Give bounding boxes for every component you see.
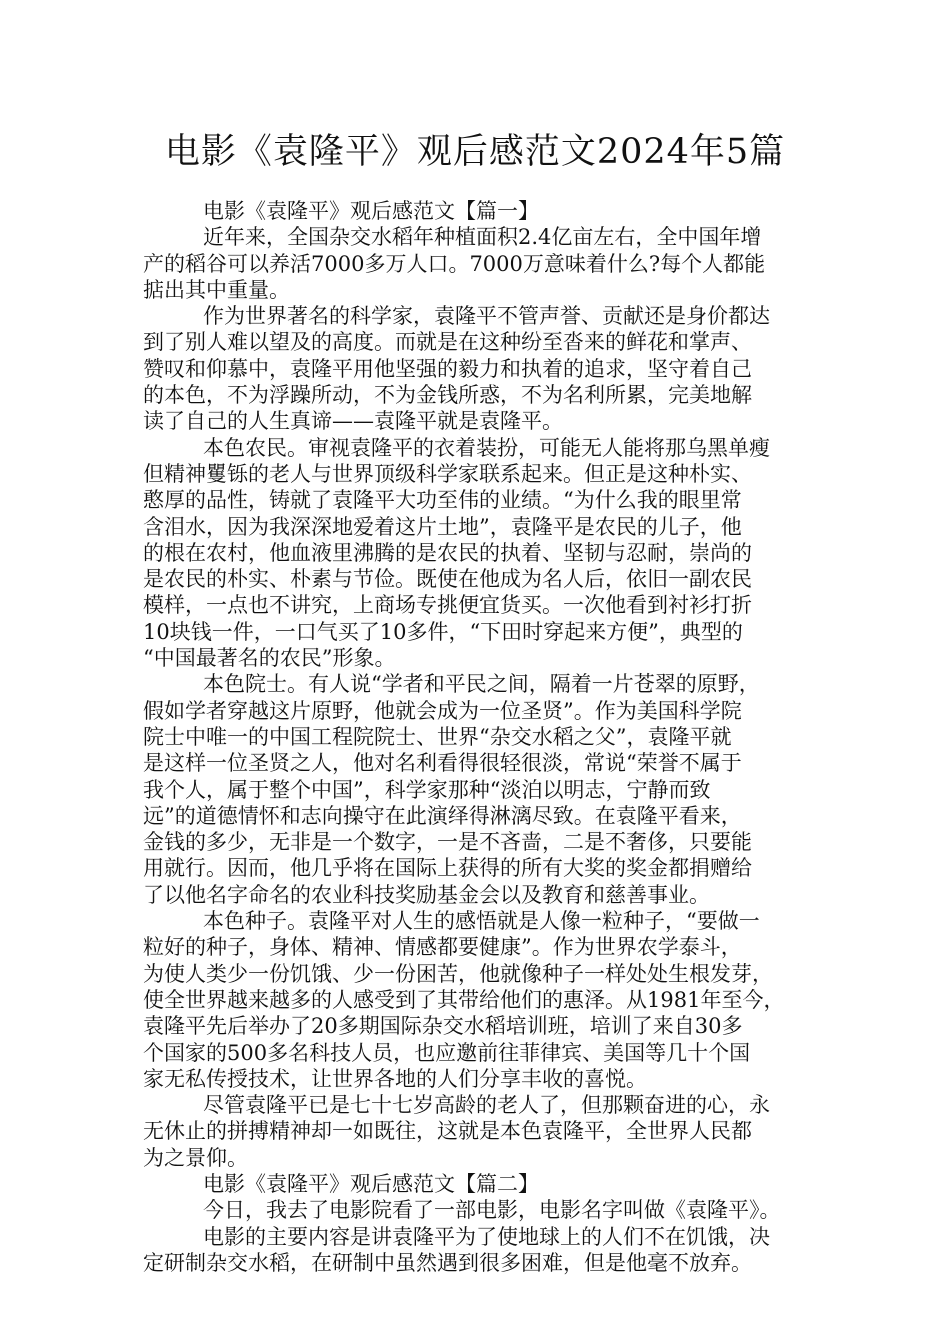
paragraph-line: 无休止的拼搏精神却一如既往，这就是本色袁隆平，全世界人民都 [143, 1119, 752, 1144]
paragraph-line: 金钱的多少，无非是一个数字，一是不吝啬，二是不奢侈，只要能 [143, 830, 752, 855]
section-heading-2: 电影《袁隆平》观后感范文【篇二】 [203, 1171, 539, 1196]
paragraph-line: 读了自己的人生真谛——袁隆平就是袁隆平。 [143, 409, 563, 434]
paragraph-line: 憨厚的品性，铸就了袁隆平大功至伟的业绩。“为什么我的眼里常 [143, 488, 742, 513]
paragraph-line: 作为世界著名的科学家，袁隆平不管声誉、贡献还是身价都达 [203, 304, 770, 329]
paragraph-line: 使全世界越来越多的人感受到了其带给他们的惠泽。从1981年至今， [143, 987, 785, 1012]
paragraph-line: 模样，一点也不讲究，上商场专挑便宜货买。一次他看到衬衫打折 [143, 593, 752, 618]
document-body [143, 198, 811, 1276]
paragraph-line: 10块钱一件，一口气买了10多件，“下田时穿起来方便”，典型的 [143, 619, 743, 644]
paragraph-line: 院士中唯一的中国工程院院士、世界“杂交水稻之父”，袁隆平就 [143, 724, 732, 749]
paragraph-line: “中国最著名的农民”形象。 [143, 646, 396, 671]
document-title: 电影《袁隆平》观后感范文2024年5篇 [164, 132, 786, 172]
paragraph-line: 含泪水，因为我深深地爱着这片土地”，袁隆平是农民的儿子，他 [143, 514, 742, 539]
paragraph-line: 今日，我去了电影院看了一部电影，电影名字叫做《袁隆平》。 [203, 1198, 781, 1223]
paragraph-line: 了以他名字命名的农业科技奖励基金会以及教育和慈善事业。 [143, 882, 710, 907]
paragraph-line: 定研制杂交水稻，在研制中虽然遇到很多困难，但是他毫不放弃。 [143, 1250, 752, 1275]
paragraph-line: 为之景仰。 [143, 1145, 248, 1170]
paragraph-line: 赞叹和仰慕中，袁隆平用他坚强的毅力和执着的追求，坚守着自己 [143, 356, 752, 381]
paragraph-line: 的根在农村，他血液里沸腾的是农民的执着、坚韧与忍耐，崇尚的 [143, 540, 752, 565]
paragraph-line: 为使人类少一份饥饿、少一份困苦，他就像种子一样处处生根发芽， [143, 961, 773, 986]
paragraph-line: 用就行。因而，他几乎将在国际上获得的所有大奖的奖金都捐赠给 [143, 856, 752, 881]
paragraph-line: 产的稻谷可以养活7000多万人口。7000万意味着什么?每个人都能 [143, 251, 766, 276]
paragraph-line: 到了别人难以望及的高度。而就是在这种纷至沓来的鲜花和掌声、 [143, 330, 752, 355]
paragraph-line: 电影的主要内容是讲袁隆平为了使地球上的人们不在饥饿，决 [203, 1224, 770, 1249]
paragraph-line: 是农民的朴实、朴素与节俭。既使在他成为名人后，依旧一副农民 [143, 567, 752, 592]
paragraph-line: 是这样一位圣贤之人，他对名利看得很轻很淡，常说“荣誉不属于 [143, 751, 742, 776]
paragraph-line: 假如学者穿越这片原野，他就会成为一位圣贤”。作为美国科学院 [143, 698, 742, 723]
paragraph-line: 尽管袁隆平已是七十七岁高龄的老人了，但那颗奋进的心，永 [203, 1093, 770, 1118]
paragraph-line: 本色种子。袁隆平对人生的感悟就是人像一粒种子，“要做一 [203, 909, 760, 934]
paragraph-line: 粒好的种子，身体、精神、情感都要健康”。作为世界农学泰斗， [143, 935, 742, 960]
paragraph-line: 本色院士。有人说“学者和平民之间，隔着一片苍翠的原野， [203, 672, 760, 697]
paragraph-line: 我个人，属于整个中国”，科学家那种“淡泊以明志，宁静而致 [143, 777, 711, 802]
section-heading-1: 电影《袁隆平》观后感范文【篇一】 [203, 199, 539, 223]
paragraph-line: 掂出其中重量。 [143, 277, 290, 302]
paragraph-line: 家无私传授技术，让世界各地的人们分享丰收的喜悦。 [143, 1066, 647, 1091]
paragraph-line: 个国家的500多名科技人员，也应邀前往菲律宾、美国等几十个国 [143, 1040, 751, 1065]
paragraph-line: 近年来，全国杂交水稻年种植面积2.4亿亩左右，全中国年增 [203, 225, 762, 250]
paragraph-line: 的本色，不为浮躁所动，不为金钱所惑，不为名利所累，完美地解 [143, 383, 752, 408]
paragraph-line: 远”的道德情怀和志向操守在此演绎得淋漓尽致。在袁隆平看来， [143, 803, 742, 828]
paragraph-line: 袁隆平先后举办了20多期国际杂交水稻培训班，培训了来自30多 [143, 1014, 743, 1039]
paragraph-line: 本色农民。审视袁隆平的衣着装扮，可能无人能将那乌黑单瘦 [203, 435, 770, 460]
paragraph-line: 但精神矍铄的老人与世界顶级科学家联系起来。但正是这种朴实、 [143, 461, 752, 486]
